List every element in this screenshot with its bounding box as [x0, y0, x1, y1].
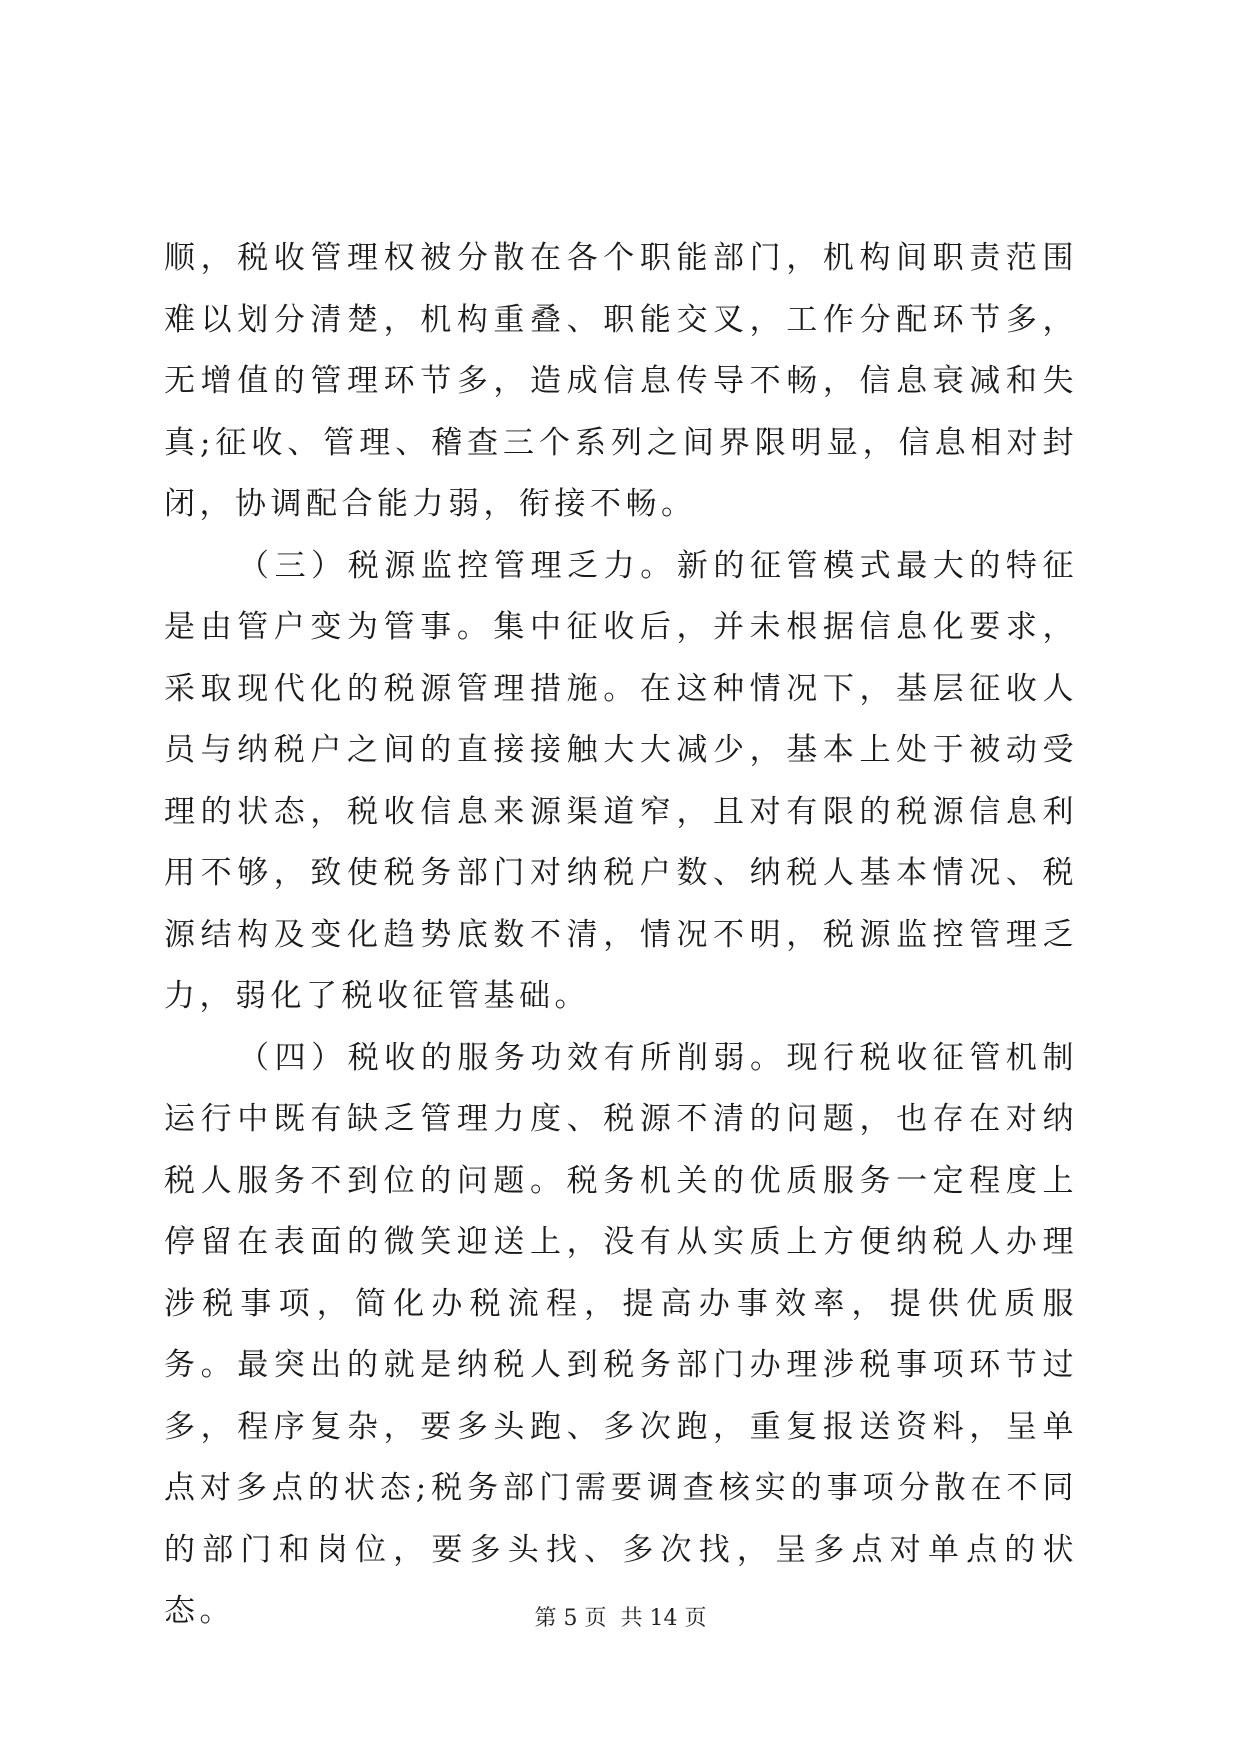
document-body — [164, 228, 1078, 1643]
paragraph-section-three: （三）税源监控管理乏力。新的征管模式最大的特征是由管户变为管事。集中征收后，并未根据信息化要求，采取现代化的税源管理措施。在这种情况下，基层征收人员与纳税户之间的直接接触大大减少，基本上处于被动受理的状态，税收信息来源渠道窄，且对有限的税源信息利用不够，致使税务部门对纳税户数、纳税人基本情况、税源结构及变化趋势底数不清，情况不明，税源监控管理乏力，弱化了税收征管基础。 — [164, 547, 1078, 1014]
paragraph-continuation: 顺，税收管理权被分散在各个职能部门，机构间职责范围难以划分清楚，机构重叠、职能交叉，工作分配环节多，无增值的管理环节多，造成信息传导不畅，信息衰减和失真;征收、管理、稽查三个系列之间界限明显，信息相对封闭，协调配合能力弱，衔接不畅。 — [164, 240, 1078, 522]
paragraph-section-four: （四）税收的服务功效有所削弱。现行税收征管机制运行中既有缺乏管理力度、税源不清的问题，也存在对纳税人服务不到位的问题。税务机关的优质服务一定程度上停留在表面的微笑迎送上，没有从实质上方便纳税人办理涉税事项，简化办税流程，提高办事效率，提供优质服务。最突出的就是纳税人到税务部门办理涉税事项环节过多，程序复杂，要多头跑、多次跑，重复报送资料，呈单点对多点的状态;税务部门需要调查核实的事项分散在不同的部门和岗位，要多头找、多次找，呈多点对单点的状态。 — [164, 1039, 1078, 1629]
page-number-label: 第 5 页 共 14 页 — [534, 1606, 707, 1631]
page-footer — [0, 1604, 1241, 1634]
